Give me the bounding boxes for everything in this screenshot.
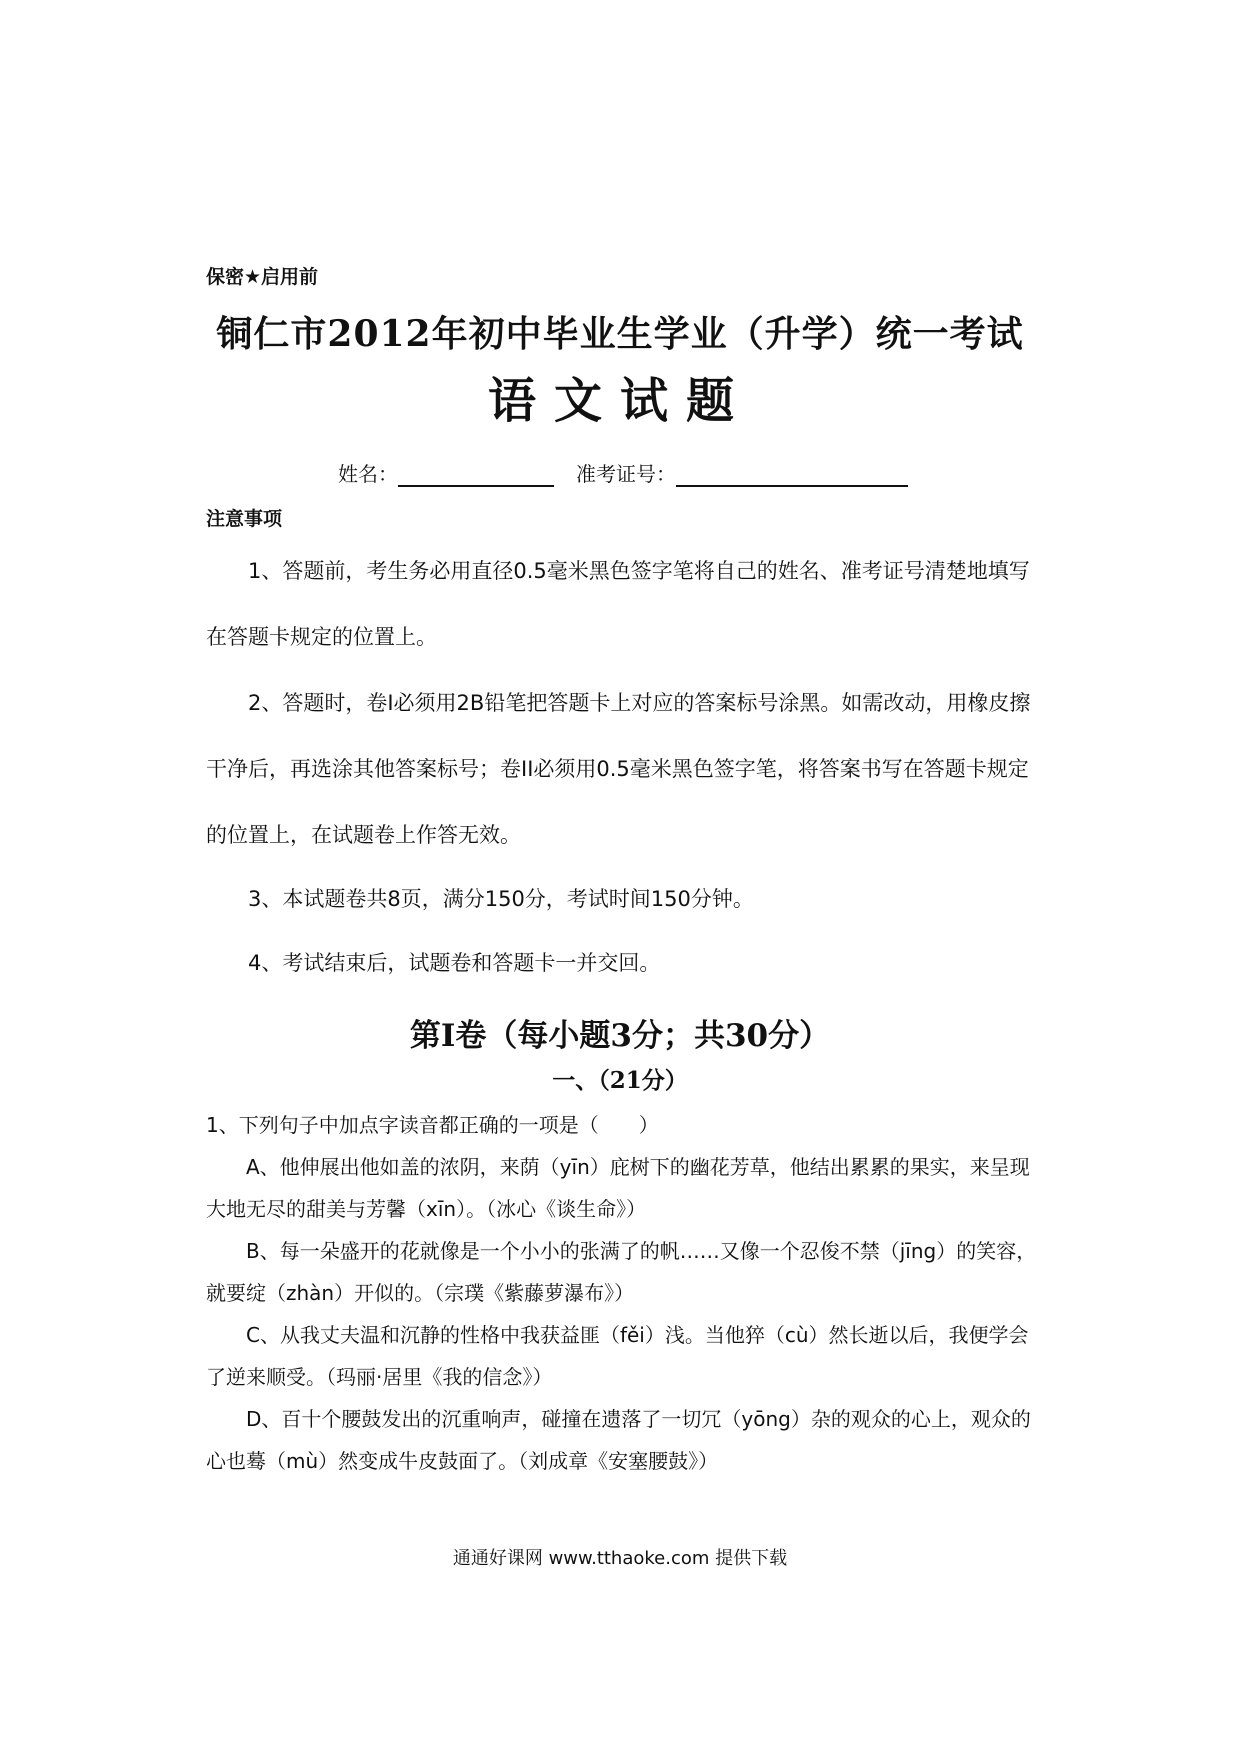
- name-blank: [398, 465, 554, 487]
- section-title: 第I卷（每小题3分；共30分）: [409, 1018, 831, 1054]
- confidential-label: 保密★启用前: [206, 266, 319, 288]
- footer-download-note: 通通好课网 www.tthaoke.com 提供下载: [452, 1548, 788, 1569]
- option-c: C、从我丈夫温和沉静的性格中我获益匪（fěi）浅。当他猝（cù）然长逝以后，我便学会了逆来顺受。（玛丽·居里《我的信念》）: [206, 1323, 1029, 1389]
- name-label: 姓名：: [338, 462, 398, 486]
- candidate-fields: [338, 458, 908, 487]
- part-title: 一、（21分）: [552, 1067, 688, 1094]
- notice-item-2: 2、答题时，卷I必须用2B铅笔把答题卡上对应的答案标号涂黑。如需改动，用橡皮擦干净后，再选涂其他答案标号；卷II必须用0.5毫米黑色签字笔，将答案书写在答题卡规定的位置上，在试题卷上作答无效。: [206, 691, 1031, 847]
- question-stem: 1、下列句子中加点字读音都正确的一项是（ ）: [206, 1113, 659, 1137]
- exam-subtitle: 语文试题: [487, 373, 752, 429]
- notice-item-1: 1、答题前，考生务必用直径0.5毫米黑色签字笔将自己的姓名、准考证号清楚地填写在答题卡规定的位置上。: [206, 559, 1030, 649]
- notice-item-3: 3、本试题卷共8页，满分150分，考试时间150分钟。: [248, 887, 754, 911]
- question-1: [206, 1104, 1044, 1482]
- option-a: A、他伸展出他如盖的浓阴，来荫（yīn）庇树下的幽花芳草，他结出累累的果实，来呈现大地无尽的甜美与芳馨（xīn）。（冰心《谈生命》）: [206, 1155, 1030, 1221]
- notice-heading: 注意事项: [206, 508, 283, 530]
- option-d: D、百十个腰鼓发出的沉重响声，碰撞在遗落了一切冗（yōng）杂的观众的心上，观众的心也蓦（mù）然变成牛皮鼓面了。（刘成章《安塞腰鼓》）: [206, 1407, 1031, 1473]
- exam-title: 铜仁市2012年初中毕业生学业（升学）统一考试: [216, 313, 1024, 355]
- option-b: B、每一朵盛开的花就像是一个小小的张满了的帆……又像一个忍俊不禁（jīng）的笑容，就要绽（zhàn）开似的。（宗璞《紫藤萝瀑布》）: [206, 1239, 1037, 1305]
- exam-id-blank: [676, 465, 908, 487]
- notice-item-4: 4、考试结束后，试题卷和答题卡一并交回。: [248, 951, 661, 975]
- exam-id-label: 准考证号：: [576, 462, 676, 486]
